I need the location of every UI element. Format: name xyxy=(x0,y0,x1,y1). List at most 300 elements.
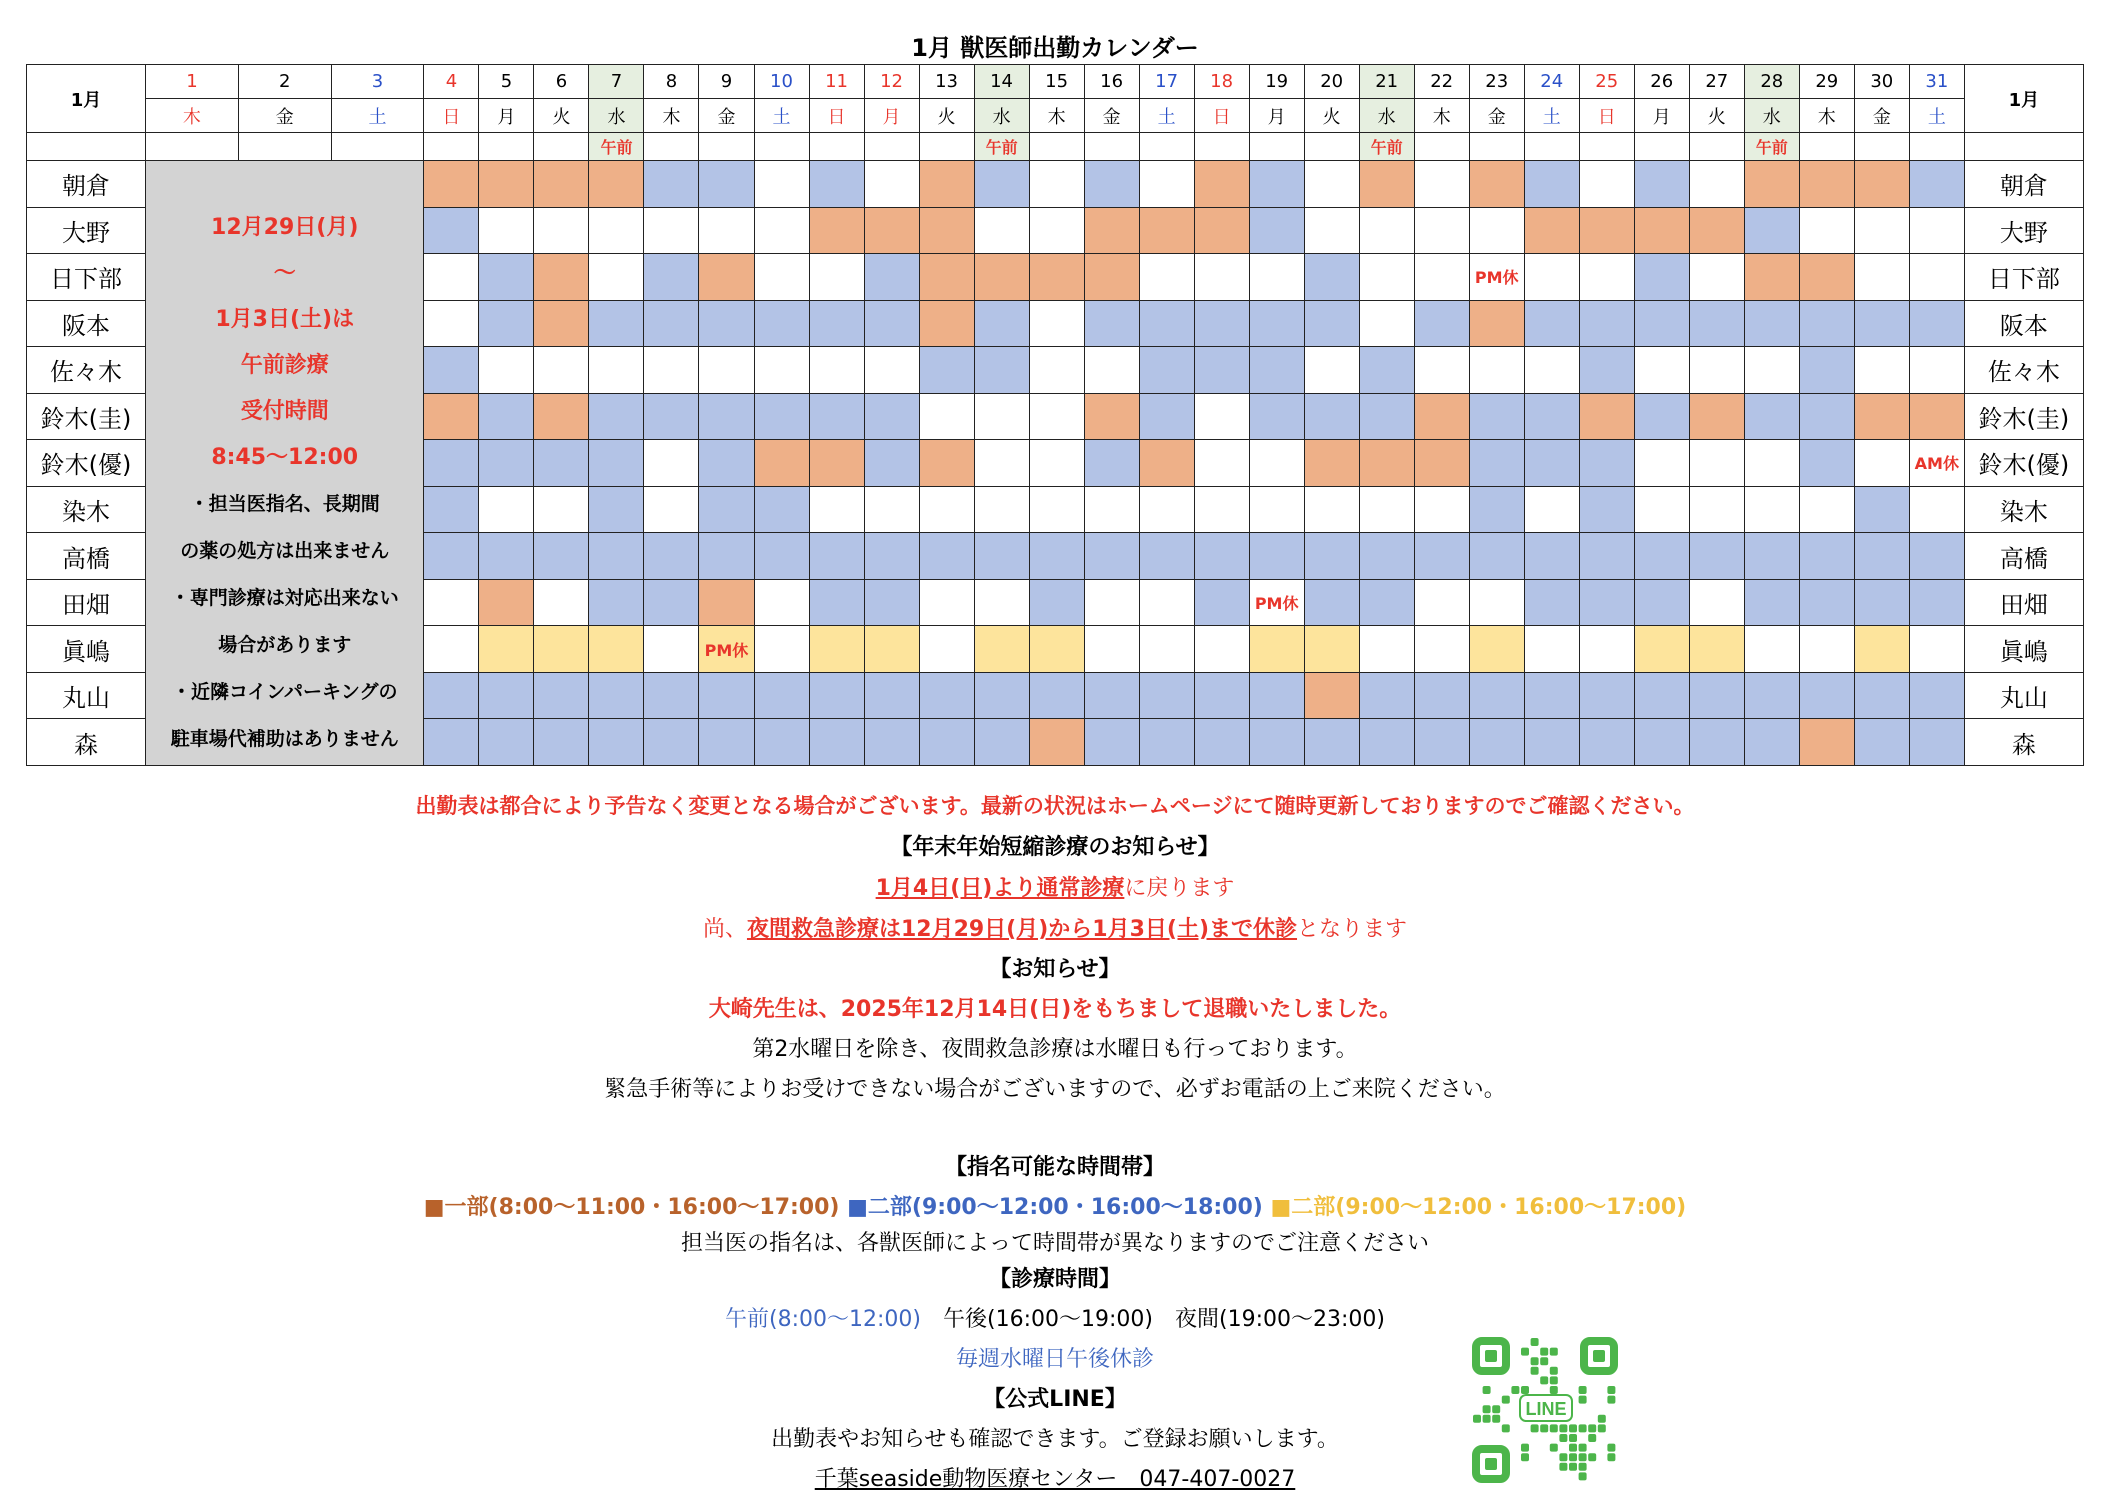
shift-cell xyxy=(919,440,974,487)
notice-red-line: 8:45〜12:00 xyxy=(211,445,359,470)
night-wed-notice: 第2水曜日を除き、夜間救急診療は水曜日も行っております。 xyxy=(752,1037,1358,1062)
weekday-5: 月 xyxy=(479,99,534,133)
shift-cell xyxy=(1524,440,1579,487)
shift-cell xyxy=(1634,440,1689,487)
shift-cell xyxy=(864,486,919,533)
shift-cell xyxy=(424,579,479,626)
weekday-11: 日 xyxy=(809,99,864,133)
shift-cell xyxy=(1579,672,1634,719)
shift-cell xyxy=(1414,254,1469,301)
shift-cell xyxy=(1139,719,1194,766)
shift-cell xyxy=(1194,440,1249,487)
am-row-label xyxy=(27,133,146,161)
notice-line: ・近隣コインパーキングの xyxy=(171,681,398,703)
shift-cell xyxy=(919,719,974,766)
shift-cell xyxy=(1579,579,1634,626)
shift-cell xyxy=(1579,393,1634,440)
date-7: 7 xyxy=(589,65,644,99)
shift-cell xyxy=(1524,719,1579,766)
shift-cell xyxy=(1359,672,1414,719)
shift-cell xyxy=(754,161,809,208)
am-cell-18 xyxy=(1194,133,1249,161)
shift-cell xyxy=(699,393,754,440)
shift-cell xyxy=(1029,533,1084,580)
shift-cell xyxy=(1414,626,1469,673)
shift-cell xyxy=(974,393,1029,440)
shift-cell xyxy=(974,300,1029,347)
shift-cell xyxy=(1854,393,1909,440)
shift-cell xyxy=(1359,161,1414,208)
notice-red-line: 午前診療 xyxy=(240,353,329,378)
shift-cell xyxy=(1909,207,1964,254)
shift-cell xyxy=(1689,254,1744,301)
shift-cell xyxy=(424,533,479,580)
shift-cell xyxy=(1689,579,1744,626)
shift-cell xyxy=(1579,347,1634,394)
shift-cell xyxy=(1139,579,1194,626)
vet-name: 高橋 xyxy=(27,533,146,580)
shift-cell xyxy=(589,440,644,487)
shift-cell xyxy=(1524,626,1579,673)
shift-cell: AM休 xyxy=(1909,440,1964,487)
shift-cell xyxy=(699,719,754,766)
shift-cell xyxy=(1304,440,1359,487)
shift-cell xyxy=(534,440,589,487)
shift-cell xyxy=(864,719,919,766)
date-20: 20 xyxy=(1304,65,1359,99)
shift-cell xyxy=(1029,579,1084,626)
am-cell-24 xyxy=(1524,133,1579,161)
shift-cell xyxy=(1634,254,1689,301)
shift-cell xyxy=(424,347,479,394)
shift-cell xyxy=(1524,672,1579,719)
shift-cell xyxy=(1359,579,1414,626)
date-8: 8 xyxy=(644,65,699,99)
shift-cell xyxy=(1744,579,1799,626)
date-5: 5 xyxy=(479,65,534,99)
shift-cell xyxy=(1249,626,1304,673)
shift-cell xyxy=(1249,440,1304,487)
shift-cell xyxy=(1359,719,1414,766)
shift-cell xyxy=(1359,486,1414,533)
shift-cell xyxy=(644,486,699,533)
am-cell-1 xyxy=(146,133,239,161)
shift-cell xyxy=(644,440,699,487)
shift-cell xyxy=(974,672,1029,719)
shift-cell xyxy=(754,347,809,394)
shift-cell xyxy=(1304,533,1359,580)
shift-cell xyxy=(754,533,809,580)
shift-cell xyxy=(424,626,479,673)
am-cell-23 xyxy=(1469,133,1524,161)
shift-cell xyxy=(479,440,534,487)
am-cell-30 xyxy=(1854,133,1909,161)
weekday-8: 木 xyxy=(644,99,699,133)
date-1: 1 xyxy=(146,65,239,99)
shift-cell xyxy=(1799,161,1854,208)
weekday-30: 金 xyxy=(1854,99,1909,133)
shift-cell xyxy=(1854,254,1909,301)
shift-cell xyxy=(1139,440,1194,487)
shift-cell xyxy=(919,486,974,533)
shift-cell xyxy=(1414,579,1469,626)
shift-cell xyxy=(1744,719,1799,766)
weekday-4: 日 xyxy=(424,99,479,133)
shift-cell xyxy=(864,440,919,487)
shift-cell xyxy=(1084,254,1139,301)
am-cell-19 xyxy=(1249,133,1304,161)
shift-cell xyxy=(1469,486,1524,533)
am-row-label-right xyxy=(1964,133,2083,161)
weekday-29: 木 xyxy=(1799,99,1854,133)
shift-cell xyxy=(1854,300,1909,347)
shift-cell xyxy=(1799,347,1854,394)
shift-cell xyxy=(1579,207,1634,254)
weekday-7: 水 xyxy=(589,99,644,133)
shift-cell xyxy=(864,533,919,580)
notice-red-line: 1月3日(土)は xyxy=(215,307,355,332)
am-cell-6 xyxy=(534,133,589,161)
shift-cell xyxy=(1029,626,1084,673)
weekday-1: 木 xyxy=(146,99,239,133)
shift-cell xyxy=(754,486,809,533)
notice-red-line: 〜 xyxy=(273,261,296,286)
shift-cell xyxy=(1249,719,1304,766)
shift-cell xyxy=(699,347,754,394)
am-cell-8 xyxy=(644,133,699,161)
shift-cell xyxy=(1194,486,1249,533)
vet-name-right: 森 xyxy=(1964,719,2083,766)
shift-cell xyxy=(1139,672,1194,719)
shift-cell xyxy=(589,254,644,301)
night-closed-text: 夜間救急診療は12月29日(月)から1月3日(土)まで休診 xyxy=(746,917,1298,942)
shift-cell xyxy=(1249,254,1304,301)
shift-cell xyxy=(1909,533,1964,580)
shift-cell xyxy=(1689,300,1744,347)
year-end-heading: 【年末年始短縮診療のお知らせ】 xyxy=(890,835,1220,860)
shift-cell xyxy=(1414,300,1469,347)
shift-cell xyxy=(1249,161,1304,208)
vet-name-right: 鈴木(圭) xyxy=(1964,393,2083,440)
page-title: 1月 獣医師出勤カレンダー xyxy=(911,34,1199,62)
am-cell-26 xyxy=(1634,133,1689,161)
shift-cell xyxy=(1469,579,1524,626)
shift-cell xyxy=(919,207,974,254)
shift-cell xyxy=(534,533,589,580)
am-cell-3 xyxy=(331,133,424,161)
shift-cell xyxy=(974,440,1029,487)
shift-cell xyxy=(479,300,534,347)
shift-cell xyxy=(1304,207,1359,254)
weekday-20: 火 xyxy=(1304,99,1359,133)
shift-cell xyxy=(1744,440,1799,487)
shift-cell xyxy=(1469,440,1524,487)
shift-cell xyxy=(479,207,534,254)
legend-part1: ■一部(8:00〜11:00・16:00〜17:00) xyxy=(423,1195,840,1220)
vet-name-right: 佐々木 xyxy=(1964,347,2083,394)
shift-cell xyxy=(1414,719,1469,766)
date-14: 14 xyxy=(974,65,1029,99)
weekday-23: 金 xyxy=(1469,99,1524,133)
shift-cell xyxy=(1139,486,1194,533)
shift-cell xyxy=(809,626,864,673)
shift-cell xyxy=(809,533,864,580)
shift-cell xyxy=(1799,672,1854,719)
am-cell-17 xyxy=(1139,133,1194,161)
shift-cell xyxy=(1139,347,1194,394)
shift-cell xyxy=(644,393,699,440)
shift-cell xyxy=(1194,626,1249,673)
shift-cell xyxy=(1304,486,1359,533)
vet-name: 阪本 xyxy=(27,300,146,347)
shift-cell xyxy=(919,161,974,208)
shift-cell xyxy=(644,207,699,254)
shift-cell xyxy=(1579,300,1634,347)
vet-row xyxy=(27,161,2084,208)
shift-cell xyxy=(424,300,479,347)
shift-cell xyxy=(534,207,589,254)
shift-cell xyxy=(1359,300,1414,347)
shift-cell xyxy=(1029,300,1084,347)
shift-cell xyxy=(1909,300,1964,347)
shift-cell xyxy=(1854,161,1909,208)
shift-cell xyxy=(1579,533,1634,580)
clinic-contact[interactable]: 千葉seaside動物医療センター 047-407-0027 xyxy=(814,1467,1296,1492)
shift-cell xyxy=(1524,207,1579,254)
month-label-left: 1月 xyxy=(27,65,146,133)
schedule-table xyxy=(26,64,2084,766)
vet-name: 森 xyxy=(27,719,146,766)
am-cell-10 xyxy=(754,133,809,161)
date-17: 17 xyxy=(1139,65,1194,99)
hours-night: 夜間(19:00〜23:00) xyxy=(1175,1307,1385,1332)
line-qr-code[interactable] xyxy=(1470,1335,1620,1485)
shift-cell xyxy=(1414,393,1469,440)
shift-cell xyxy=(864,161,919,208)
shift-cell xyxy=(699,579,754,626)
shift-cell xyxy=(1139,207,1194,254)
date-13: 13 xyxy=(919,65,974,99)
shift-cell xyxy=(1194,533,1249,580)
shift-cell xyxy=(1194,579,1249,626)
shift-cell xyxy=(1634,347,1689,394)
date-6: 6 xyxy=(534,65,589,99)
shift-cell xyxy=(1524,300,1579,347)
shift-cell xyxy=(424,207,479,254)
shift-cell xyxy=(1579,161,1634,208)
shift-cell xyxy=(1854,672,1909,719)
shift-cell xyxy=(1799,207,1854,254)
weekday-6: 火 xyxy=(534,99,589,133)
am-cell-2 xyxy=(238,133,331,161)
date-3: 3 xyxy=(331,65,424,99)
notice-line: ・担当医指名、長期間 xyxy=(189,493,380,515)
shift-cell xyxy=(589,626,644,673)
designation-heading: 【指名可能な時間帯】 xyxy=(944,1155,1165,1180)
shift-cell xyxy=(424,440,479,487)
notice-heading: 【お知らせ】 xyxy=(989,957,1121,982)
vet-name-right: 丸山 xyxy=(1964,672,2083,719)
night-closed-prefix: 尚、 xyxy=(702,917,747,942)
shift-cell xyxy=(974,579,1029,626)
night-closed-line xyxy=(0,912,2110,943)
normal-resume-line xyxy=(0,871,2110,902)
shift-cell xyxy=(1634,207,1689,254)
shift-cell xyxy=(1359,626,1414,673)
shift-cell xyxy=(644,533,699,580)
line-note: 出勤表やお知らせも確認できます。ご登録お願いします。 xyxy=(771,1427,1339,1452)
shift-cell xyxy=(424,254,479,301)
weekday-25: 日 xyxy=(1579,99,1634,133)
shift-cell xyxy=(754,207,809,254)
shift-cell xyxy=(864,626,919,673)
shift-cell xyxy=(589,486,644,533)
weekday-14: 水 xyxy=(974,99,1029,133)
shift-cell xyxy=(1139,393,1194,440)
shift-cell xyxy=(1854,719,1909,766)
am-cell-22 xyxy=(1414,133,1469,161)
shift-cell xyxy=(1634,486,1689,533)
shift-cell xyxy=(1909,626,1964,673)
am-cell-27 xyxy=(1689,133,1744,161)
date-31: 31 xyxy=(1909,65,1964,99)
vet-name: 朝倉 xyxy=(27,161,146,208)
shift-cell xyxy=(919,672,974,719)
shift-cell xyxy=(589,161,644,208)
shift-cell xyxy=(1194,719,1249,766)
shift-cell xyxy=(1799,533,1854,580)
shift-cell xyxy=(1689,486,1744,533)
am-cell-21: 午前 xyxy=(1359,133,1414,161)
shift-cell xyxy=(1359,347,1414,394)
shift-cell xyxy=(809,672,864,719)
shift-cell xyxy=(1139,254,1194,301)
shift-cell xyxy=(1249,300,1304,347)
date-19: 19 xyxy=(1249,65,1304,99)
date-30: 30 xyxy=(1854,65,1909,99)
shift-cell xyxy=(1909,393,1964,440)
normal-resume-text: 1月4日(日)より通常診療 xyxy=(875,876,1125,901)
shift-cell xyxy=(1854,533,1909,580)
shift-cell xyxy=(974,207,1029,254)
shift-cell xyxy=(1744,300,1799,347)
shift-cell xyxy=(1799,719,1854,766)
shift-cell xyxy=(974,161,1029,208)
shift-cell xyxy=(1359,440,1414,487)
date-29: 29 xyxy=(1799,65,1854,99)
shift-cell xyxy=(1744,533,1799,580)
shift-cell xyxy=(644,719,699,766)
am-cell-4 xyxy=(424,133,479,161)
shift-cell xyxy=(1139,161,1194,208)
vet-name-right: 高橋 xyxy=(1964,533,2083,580)
shift-cell xyxy=(1414,161,1469,208)
weekday-19: 月 xyxy=(1249,99,1304,133)
shift-cell xyxy=(479,161,534,208)
normal-resume-suffix: に戻ります xyxy=(1124,876,1235,901)
vet-name-right: 鈴木(優) xyxy=(1964,440,2083,487)
shift-cell xyxy=(1249,533,1304,580)
designation-note: 担当医の指名は、各獣医師によって時間帯が異なりますのでご注意ください xyxy=(680,1231,1429,1256)
shift-cell xyxy=(974,254,1029,301)
shift-cell xyxy=(534,672,589,719)
am-cell-11 xyxy=(809,133,864,161)
shift-cell xyxy=(809,579,864,626)
shift-cell xyxy=(754,626,809,673)
vet-name: 田畑 xyxy=(27,579,146,626)
shift-cell xyxy=(974,719,1029,766)
shift-cell xyxy=(1084,579,1139,626)
hours-pm: 午後(16:00〜19:00) xyxy=(943,1307,1153,1332)
shift-cell xyxy=(1084,161,1139,208)
shift-cell xyxy=(864,254,919,301)
shift-cell xyxy=(479,347,534,394)
notice-line: の薬の処方は出来ません xyxy=(180,540,390,562)
closure-notice xyxy=(146,161,424,766)
shift-cell xyxy=(1414,440,1469,487)
weekday-21: 水 xyxy=(1359,99,1414,133)
shift-cell xyxy=(1524,579,1579,626)
notice-red-line: 受付時間 xyxy=(240,399,329,424)
date-28: 28 xyxy=(1744,65,1799,99)
shift-cell xyxy=(1689,393,1744,440)
shift-cell xyxy=(699,672,754,719)
shift-cell xyxy=(974,347,1029,394)
shift-cell xyxy=(809,347,864,394)
shift-cell xyxy=(479,579,534,626)
date-15: 15 xyxy=(1029,65,1084,99)
shift-cell xyxy=(424,719,479,766)
qr-line-label: LINE xyxy=(1525,1399,1567,1419)
shift-cell xyxy=(534,626,589,673)
shift-cell xyxy=(919,254,974,301)
date-16: 16 xyxy=(1084,65,1139,99)
vet-name-right: 染木 xyxy=(1964,486,2083,533)
shift-cell xyxy=(754,672,809,719)
shift-cell xyxy=(809,207,864,254)
weekday-9: 金 xyxy=(699,99,754,133)
shift-cell xyxy=(754,719,809,766)
wed-closed-note: 毎週水曜日午後休診 xyxy=(955,1347,1154,1372)
month-label-right: 1月 xyxy=(1964,65,2083,133)
shift-cell xyxy=(1194,161,1249,208)
shift-cell xyxy=(1524,393,1579,440)
date-27: 27 xyxy=(1689,65,1744,99)
shift-cell xyxy=(1689,533,1744,580)
shift-cell xyxy=(1744,161,1799,208)
am-cell-20 xyxy=(1304,133,1359,161)
shift-cell xyxy=(589,207,644,254)
shift-cell xyxy=(754,440,809,487)
shift-cell xyxy=(1744,626,1799,673)
date-2: 2 xyxy=(238,65,331,99)
shift-cell xyxy=(1854,486,1909,533)
shift-cell xyxy=(864,347,919,394)
shift-cell xyxy=(479,719,534,766)
weekday-22: 木 xyxy=(1414,99,1469,133)
shift-cell xyxy=(1194,207,1249,254)
line-heading: 【公式LINE】 xyxy=(983,1387,1127,1412)
shift-cell xyxy=(1029,440,1084,487)
shift-cell xyxy=(1634,672,1689,719)
weekday-27: 火 xyxy=(1689,99,1744,133)
vet-name-right: 田畑 xyxy=(1964,579,2083,626)
shift-cell xyxy=(589,393,644,440)
shift-cell xyxy=(1029,393,1084,440)
shift-cell xyxy=(919,626,974,673)
shift-cell xyxy=(754,393,809,440)
shift-cell xyxy=(1799,393,1854,440)
